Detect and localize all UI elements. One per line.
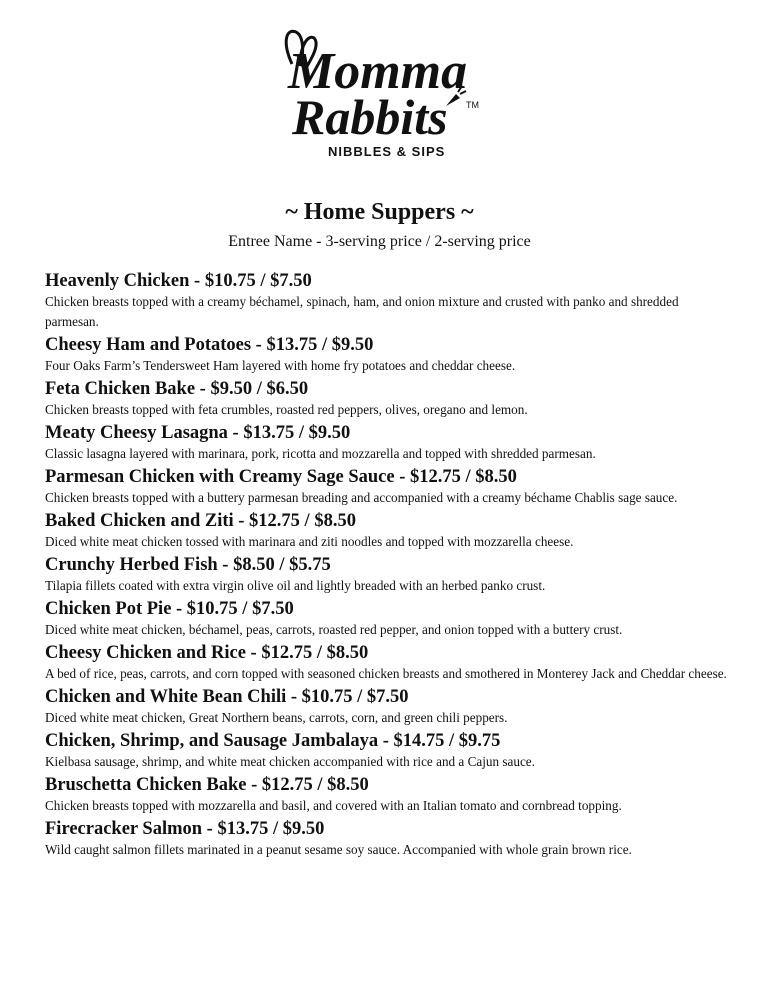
menu-item-description: Tilapia fillets coated with extra virgin olive oil and lightly breaded with an herbed panko crust. [45, 578, 546, 593]
menu-item-title: Parmesan Chicken with Creamy Sage Sauce - $12.75 / $8.50 [45, 467, 517, 487]
menu-item-description: Four Oaks Farm’s Tendersweet Ham layered with home fry potatoes and cheddar cheese. [45, 358, 516, 373]
menu-item [45, 730, 735, 772]
menu-item-title: Crunchy Herbed Fish - $8.50 / $5.75 [45, 555, 331, 575]
price-legend: Entree Name - 3-serving price / 2-serving price [228, 233, 531, 250]
rabbit-logo-icon [270, 22, 500, 162]
menu-item [45, 334, 735, 376]
menu-item-description: Wild caught salmon fillets marinated in a peanut sesame soy sauce. Accompanied with whole grain brown rice. [45, 842, 632, 857]
menu-item-title: Cheesy Chicken and Rice - $12.75 / $8.50 [45, 643, 369, 663]
menu-item [45, 510, 735, 552]
menu-item-description: Diced white meat chicken tossed with marinara and ziti noodles and topped with mozzarella cheese. [45, 534, 574, 549]
menu-item-title: Chicken and White Bean Chili - $10.75 / $7.50 [45, 687, 409, 707]
menu-item [45, 466, 735, 508]
svg-text:Rabbits: Rabbits [292, 89, 448, 145]
menu-item-description: Classic lasagna layered with marinara, pork, ricotta and mozzarella and topped with shredded parmesan. [45, 446, 596, 461]
menu-list [45, 268, 735, 860]
menu-item-title: Bruschetta Chicken Bake - $12.75 / $8.50 [45, 775, 369, 795]
menu-item [45, 642, 735, 684]
menu-item-title: Chicken, Shrimp, and Sausage Jambalaya - $14.75 / $9.75 [45, 731, 501, 751]
menu-item-description: Chicken breasts topped with mozzarella and basil, and covered with an Italian tomato and cornbread topping. [45, 798, 622, 813]
menu-item-title: Firecracker Salmon - $13.75 / $9.50 [45, 819, 325, 839]
menu-item-description: Chicken breasts topped with feta crumbles, roasted red peppers, olives, oregano and lemon. [45, 402, 528, 417]
menu-item [45, 686, 735, 728]
menu-item-description: Chicken breasts topped with a creamy béchamel, spinach, ham, and onion mixture and crusted with panko and shredded parmesan. [45, 294, 679, 329]
page-title: ~ Home Suppers ~ [285, 199, 474, 225]
svg-text:TM: TM [466, 100, 479, 110]
svg-text:Momma: Momma [288, 43, 468, 100]
brand-logo [270, 22, 500, 162]
menu-item [45, 270, 735, 332]
menu-item-title: Feta Chicken Bake - $9.50 / $6.50 [45, 379, 309, 399]
menu-item-title: Cheesy Ham and Potatoes - $13.75 / $9.50 [45, 335, 374, 355]
menu-item-description: Chicken breasts topped with a buttery parmesan breading and accompanied with a creamy béchame Chablis sage sauce. [45, 490, 678, 505]
menu-item-description: Kielbasa sausage, shrimp, and white meat chicken accompanied with rice and a Cajun sauce. [45, 754, 535, 769]
menu-item-title: Baked Chicken and Ziti - $12.75 / $8.50 [45, 511, 356, 531]
menu-item-title: Meaty Cheesy Lasagna - $13.75 / $9.50 [45, 423, 351, 443]
menu-item-description: Diced white meat chicken, béchamel, peas, carrots, roasted red pepper, and onion topped with a buttery crust. [45, 622, 623, 637]
menu-item-title: Chicken Pot Pie - $10.75 / $7.50 [45, 599, 294, 619]
menu-item [45, 422, 735, 464]
menu-item [45, 378, 735, 420]
menu-item-description: A bed of rice, peas, carrots, and corn topped with seasoned chicken breasts and smothered in Monterey Jack and Cheddar cheese. [45, 666, 727, 681]
menu-item [45, 818, 735, 860]
menu-item [45, 598, 735, 640]
menu-item-title: Heavenly Chicken - $10.75 / $7.50 [45, 271, 312, 291]
menu-item [45, 774, 735, 816]
menu-item [45, 554, 735, 596]
menu-item-description: Diced white meat chicken, Great Northern beans, carrots, corn, and green chili peppers. [45, 710, 508, 725]
svg-text:NIBBLES & SIPS: NIBBLES & SIPS [328, 144, 446, 159]
